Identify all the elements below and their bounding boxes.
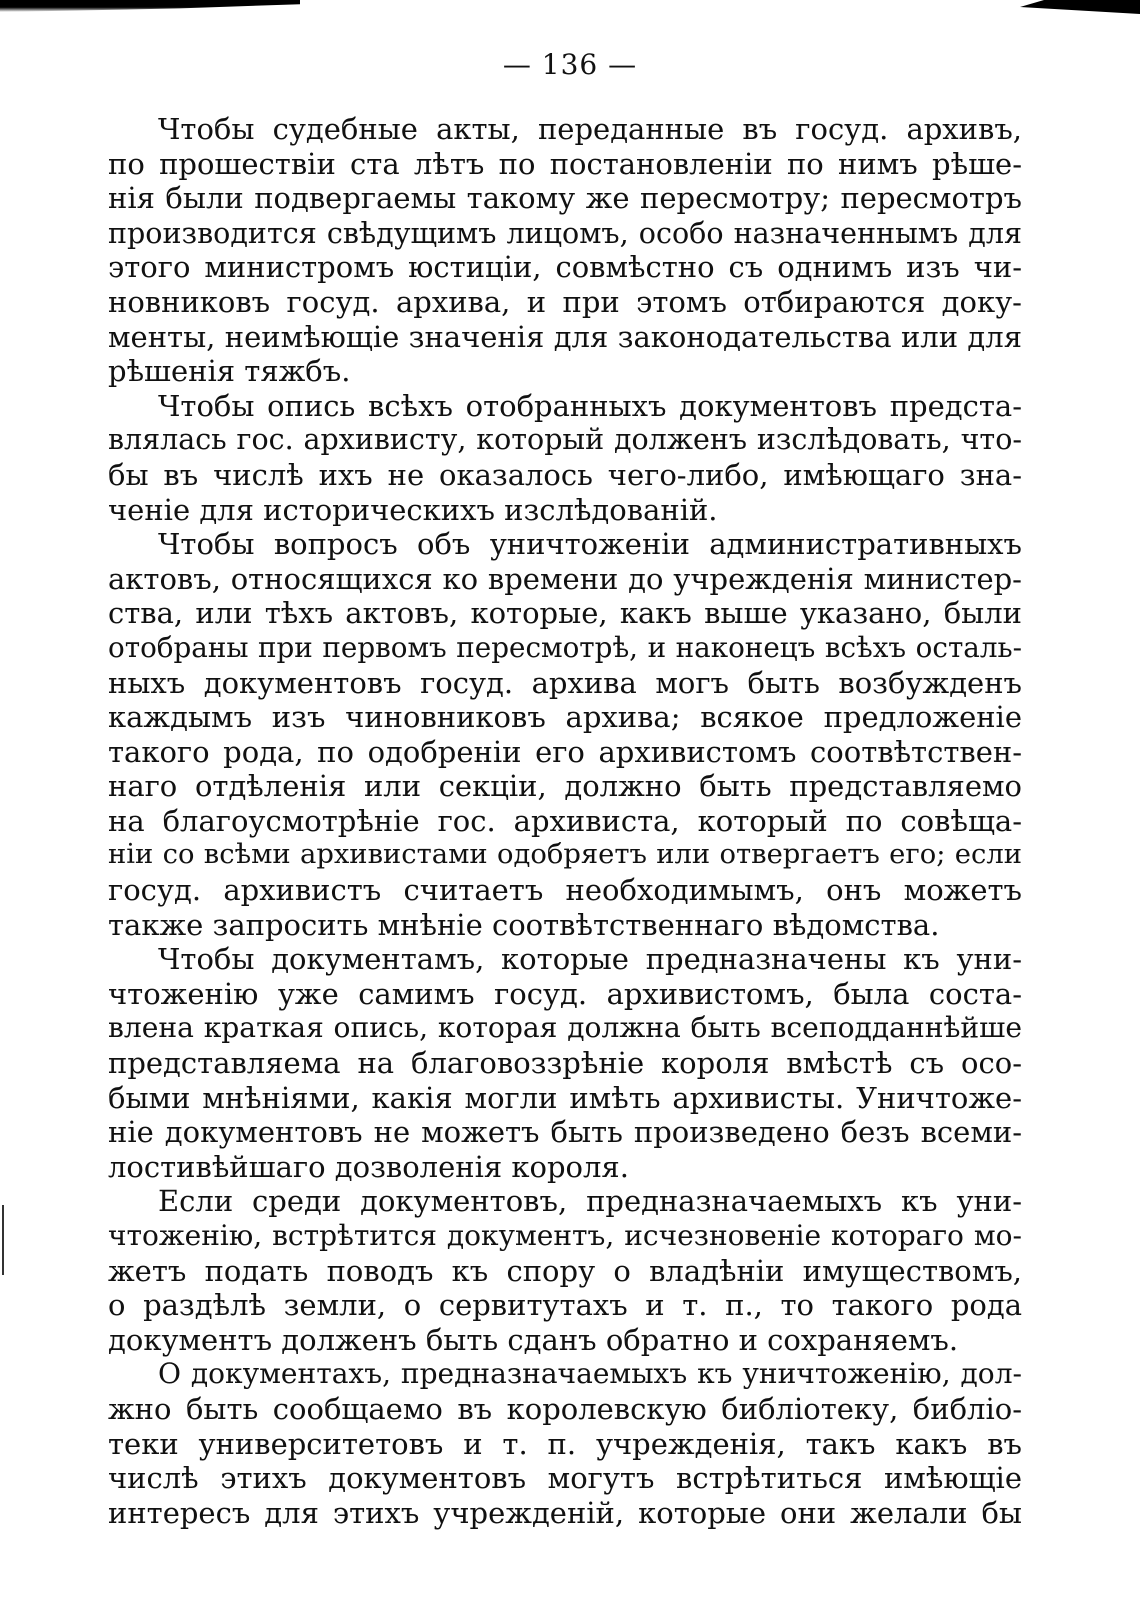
text-line: ніи со всѣми архивистами одобряетъ или отвергаетъ его; если [108, 839, 1022, 871]
text-line: актовъ, относящихся ко времени до учрежденія министер- [108, 561, 1022, 596]
text-line: интересъ для этихъ учрежденій, которые они желали бы [108, 1495, 1022, 1530]
text-line: менты, неимѣющіе значенія для законодательства или для [108, 319, 1022, 354]
text-line: Чтобы опись всѣхъ отобранныхъ документовъ предста- [158, 388, 1022, 423]
text-line: Если среди документовъ, предназначаемыхъ къ уни- [158, 1184, 1022, 1219]
text-line: рѣшенія тяжбъ. [108, 354, 351, 389]
text-line: Чтобы вопросъ объ уничтоженіи административныхъ [158, 527, 1022, 562]
body-text [108, 112, 1022, 1530]
text-line: каждымъ изъ чиновниковъ архива; всякое предложеніе [108, 700, 1022, 735]
text-line: влена краткая опись, которая должна быть всеподданнѣйше [108, 1011, 1022, 1045]
text-line: чтоженію уже самимъ госуд. архивистомъ, была соста- [108, 976, 1022, 1011]
text-line: быми мнѣніями, какія могли имѣть архивисты. Уничтоже- [108, 1080, 1022, 1115]
text-line: по прошествіи ста лѣтъ по постановленіи по нимъ рѣше- [108, 146, 1022, 181]
paragraph [108, 1357, 1022, 1530]
text-line: документъ долженъ быть сданъ обратно и сохраняемъ. [108, 1322, 959, 1357]
text-line: О документахъ, предназначаемыхъ къ уничтоженію, дол- [158, 1357, 1022, 1391]
text-line: числѣ этихъ документовъ могутъ встрѣтиться имѣющіе [108, 1461, 1022, 1496]
text-line: наго отдѣленія или секціи, должно быть представляемо [108, 769, 1022, 804]
text-line: этого министромъ юстиціи, совмѣстно съ однимъ изъ чи- [108, 250, 1022, 285]
text-line: чтоженію, встрѣтится документъ, исчезновеніе котораго мо- [108, 1219, 1022, 1252]
text-line: жно быть сообщаемо въ королевскую библіотеку, библіо- [108, 1391, 1022, 1426]
text-line: госуд. архивистъ считаетъ необходимымъ, онъ можетъ [108, 873, 1022, 908]
text-line: жетъ подать поводъ къ спору о владѣніи имуществомъ, [108, 1253, 1022, 1288]
text-line: такого рода, по одобреніи его архивистомъ соотвѣтствен- [108, 734, 1022, 769]
text-line: отобраны при первомъ пересмотрѣ, и наконецъ всѣхъ осталь- [108, 630, 1022, 664]
text-line: ніе документовъ не можетъ быть произведено безъ всеми- [108, 1115, 1022, 1150]
text-line: ченіе для историческихъ изслѣдованій. [108, 492, 718, 527]
paragraph [108, 112, 1022, 389]
text-line: Чтобы документамъ, которые предназначены къ уни- [158, 942, 1022, 977]
page-number: — 136 — [502, 48, 638, 81]
text-line: производится свѣдущимъ лицомъ, особо назначеннымъ для [108, 215, 1022, 250]
scan-edge-shadow-right [1020, 0, 1140, 14]
text-line: также запросить мнѣніе соотвѣтственнаго вѣдомства. [108, 907, 940, 942]
paragraph [108, 1184, 1022, 1357]
text-line: о раздѣлѣ земли, о сервитутахъ и т. п., то такого рода [108, 1288, 1022, 1323]
paragraph [108, 527, 1022, 942]
text-line: на благоусмотрѣніе гос. архивиста, который по совѣща- [108, 803, 1022, 838]
text-line: нія были подвергаемы такому же пересмотру; пересмотръ [108, 181, 1022, 216]
text-line: бы въ числѣ ихъ не оказалось чего-либо, имѣющаго зна- [108, 457, 1022, 492]
text-line: теки университетовъ и т. п. учрежденія, такъ какъ въ [108, 1426, 1022, 1461]
text-line: ныхъ документовъ госуд. архива могъ быть возбужденъ [108, 665, 1022, 700]
text-line: Чтобы судебные акты, переданные въ госуд. архивъ, [158, 112, 1022, 146]
paragraph [108, 389, 1022, 527]
scan-margin-mark [2, 1205, 4, 1275]
text-line: лостивѣйшаго дозволенія короля. [108, 1149, 629, 1184]
text-line: ства, или тѣхъ актовъ, которые, какъ выше указано, были [108, 596, 1022, 631]
text-line: влялась гос. архивисту, который долженъ изслѣдовать, что- [108, 423, 1022, 457]
paragraph [108, 942, 1022, 1184]
scan-edge-shadow-left [0, 0, 300, 12]
text-line: представляема на благовоззрѣніе короля вмѣстѣ съ осо- [108, 1046, 1022, 1081]
text-line: новниковъ госуд. архива, и при этомъ отбираются доку- [108, 284, 1022, 319]
